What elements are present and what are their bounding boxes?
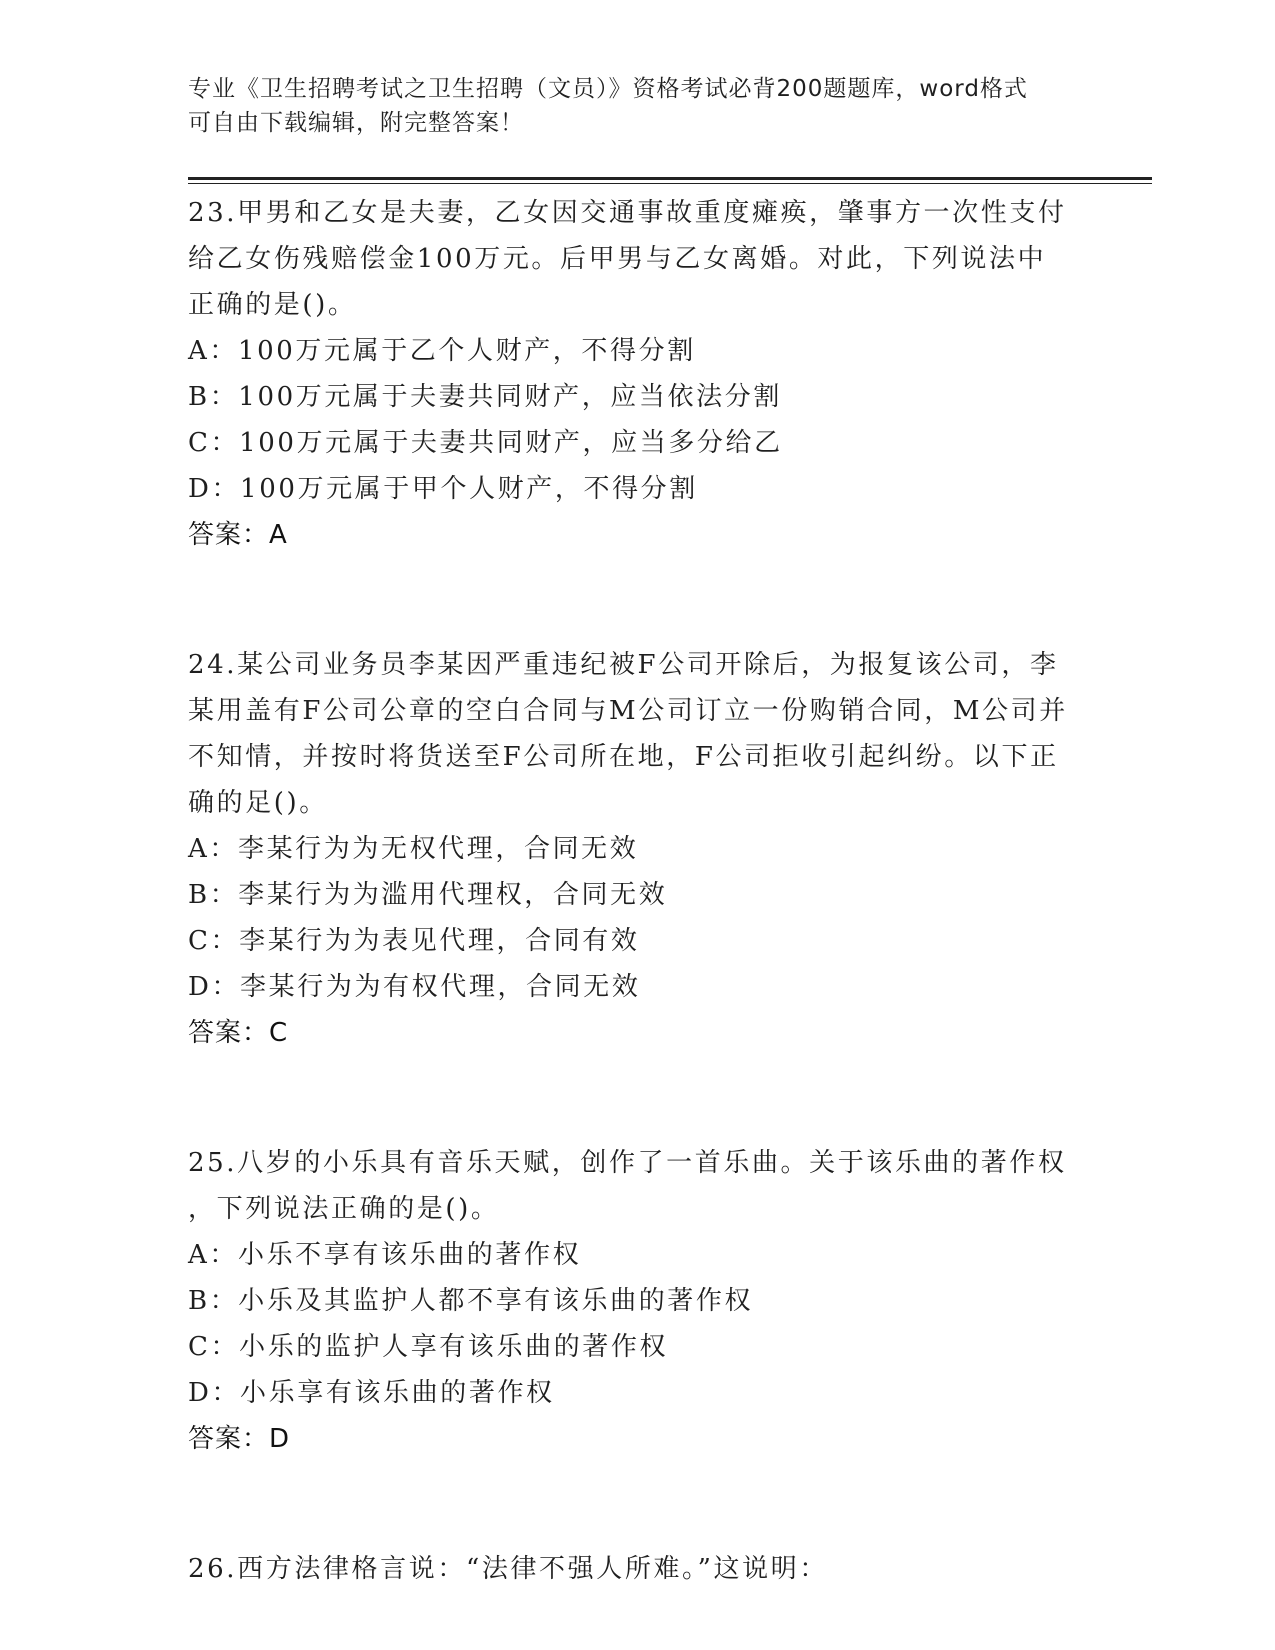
question-list — [188, 190, 1088, 1592]
question-spacer — [188, 1462, 1088, 1546]
question-stem-line: 24.某公司业务员李某因严重违纪被F公司开除后，为报复该公司，李 — [188, 650, 1059, 680]
option-a: A：100万元属于乙个人财产，不得分割 — [188, 336, 696, 366]
question-spacer — [188, 1056, 1088, 1140]
question-stem-line: 23.甲男和乙女是夫妻，乙女因交通事故重度瘫痪，肇事方一次性支付 — [188, 198, 1067, 228]
question-24 — [188, 642, 1088, 1056]
option-c: C：李某行为为表见代理，合同有效 — [188, 926, 640, 956]
question-stem-line: ，下列说法正确的是()。 — [188, 1194, 500, 1224]
question-stem-line: 26.西方法律格言说：“法律不强人所难。”这说明： — [188, 1554, 828, 1584]
option-b: B：小乐及其监护人都不享有该乐曲的著作权 — [188, 1286, 754, 1316]
answer-label: 答案：C — [188, 1018, 289, 1048]
question-stem-line: 某用盖有F公司公章的空白合同与M公司订立一份购销合同，M公司并 — [188, 696, 1068, 726]
question-stem-line: 确的足()。 — [188, 788, 328, 818]
question-stem-line: 给乙女伤残赔偿金100万元。后甲男与乙女离婚。对此，下列说法中 — [188, 244, 1047, 274]
header-line-2: 可自由下载编辑，附完整答案！ — [188, 110, 524, 136]
option-d: D：100万元属于甲个人财产，不得分割 — [188, 474, 698, 504]
option-c: C：小乐的监护人享有该乐曲的著作权 — [188, 1332, 669, 1362]
document-header — [188, 72, 1068, 140]
question-25 — [188, 1140, 1088, 1462]
answer-label: 答案：A — [188, 520, 288, 550]
header-divider-thin — [188, 183, 1152, 184]
question-stem-line: 正确的是()。 — [188, 290, 357, 320]
question-spacer — [188, 558, 1088, 642]
option-b: B：100万元属于夫妻共同财产，应当依法分割 — [188, 382, 782, 412]
option-a: A：李某行为为无权代理，合同无效 — [188, 834, 639, 864]
option-c: C：100万元属于夫妻共同财产，应当多分给乙 — [188, 428, 783, 458]
option-a: A：小乐不享有该乐曲的著作权 — [188, 1240, 582, 1270]
option-b: B：李某行为为滥用代理权，合同无效 — [188, 880, 668, 910]
question-23 — [188, 190, 1088, 558]
option-d: D：李某行为为有权代理，合同无效 — [188, 972, 641, 1002]
question-stem-line: 25.八岁的小乐具有音乐天赋，创作了一首乐曲。关于该乐曲的著作权 — [188, 1148, 1067, 1178]
header-divider-thick — [188, 177, 1152, 180]
question-26 — [188, 1546, 1088, 1592]
option-d: D：小乐享有该乐曲的著作权 — [188, 1378, 555, 1408]
header-line-1: 专业《卫生招聘考试之卫生招聘（文员）》资格考试必背200题题库，word格式 — [188, 76, 1028, 102]
answer-label: 答案：D — [188, 1424, 291, 1454]
question-stem-line: 不知情，并按时将货送至F公司所在地，F公司拒收引起纠纷。以下正 — [188, 742, 1059, 772]
